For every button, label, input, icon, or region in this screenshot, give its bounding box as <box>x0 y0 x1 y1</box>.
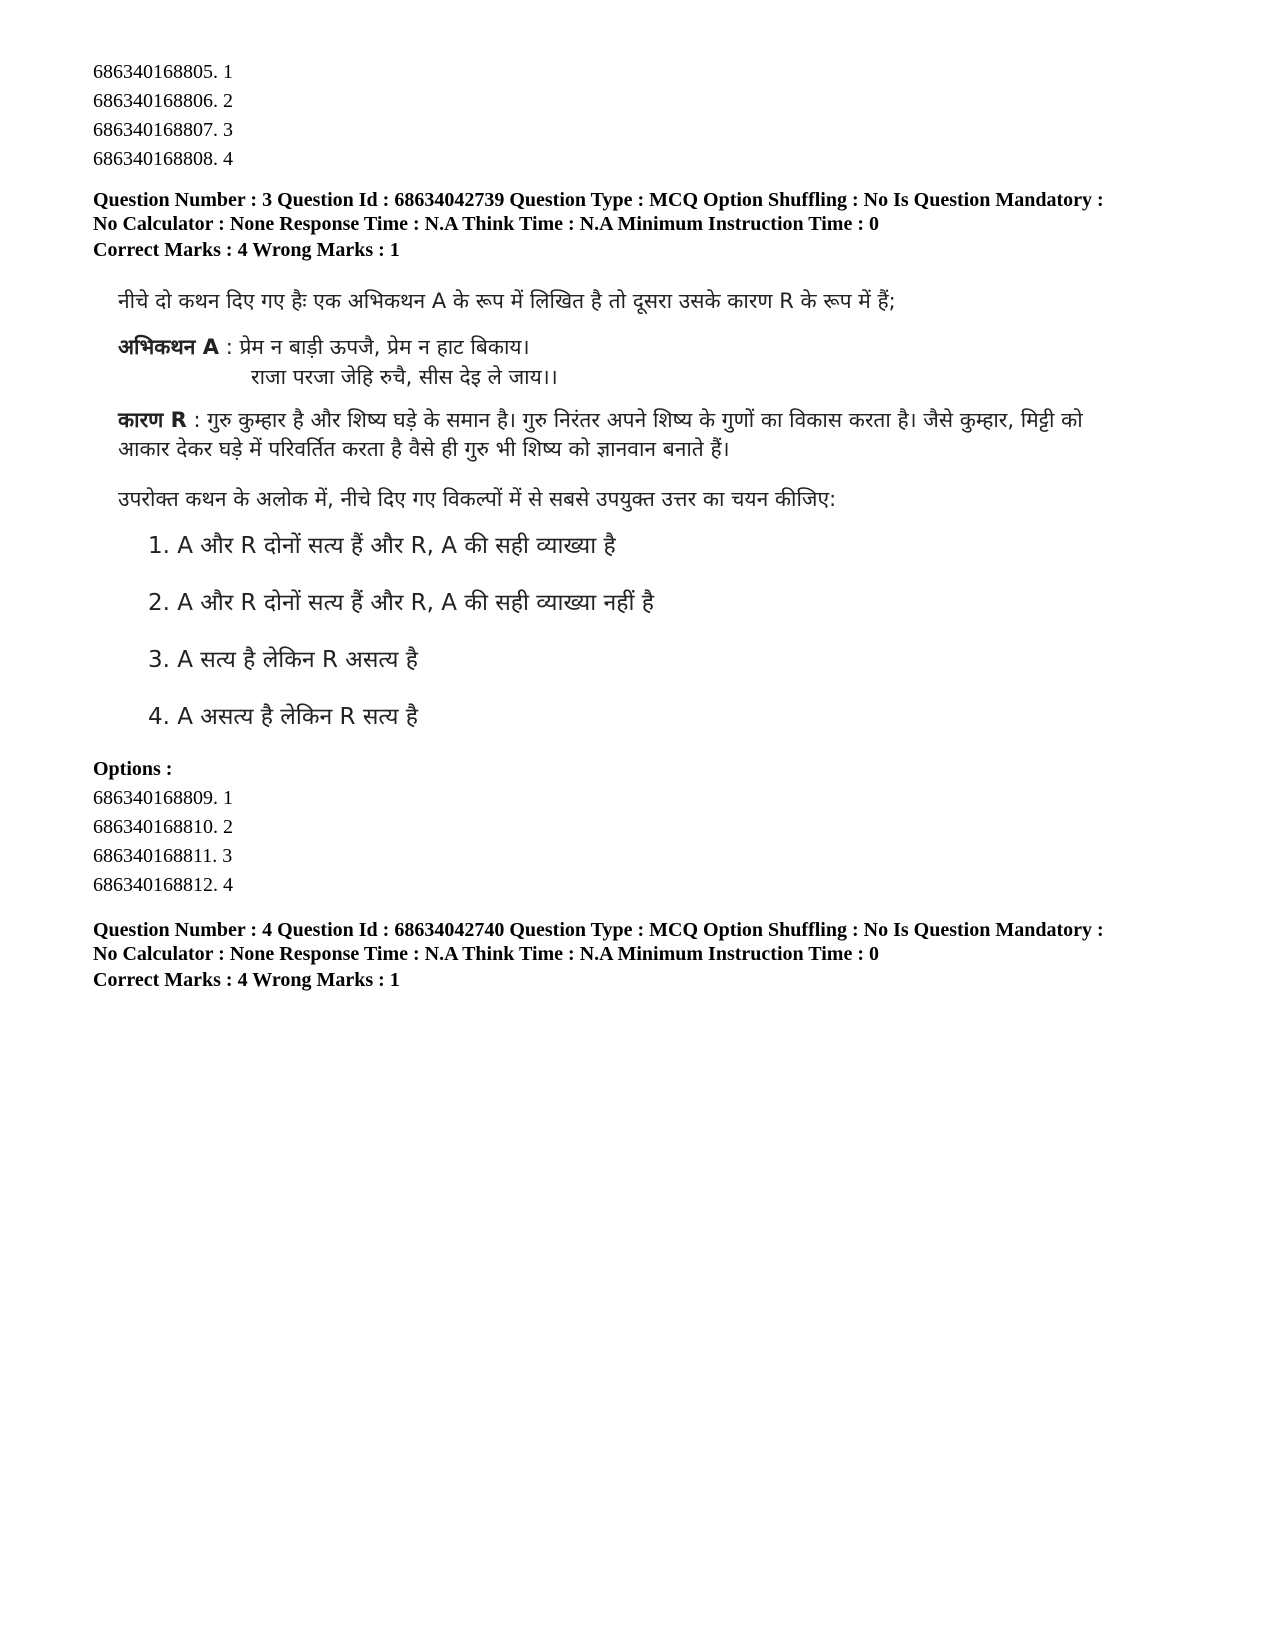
option-item: 686340168809. 1 <box>93 787 233 809</box>
question-4-header <box>93 918 1193 994</box>
choice-list <box>118 530 1138 733</box>
question-instruction: उपरोक्त कथन के अलोक में, नीचे दिए गए विकल्पों में से सबसे उपयुक्त उत्तर का चयन कीजिए: <box>118 487 837 511</box>
option-item: 686340168807. 3 <box>93 119 233 141</box>
question-marks: Correct Marks : 4 Wrong Marks : 1 <box>93 969 400 991</box>
assertion-line-1 <box>118 335 530 359</box>
question-3-image <box>118 286 1138 733</box>
reason-line-1 <box>118 406 1138 435</box>
option-item: 686340168805. 1 <box>93 61 233 83</box>
option-item: 686340168812. 4 <box>93 874 233 896</box>
document-page <box>93 58 1193 994</box>
choice-item: 1. A और R दोनों सत्य हैं और R, A की सही व्याख्या है <box>148 533 616 559</box>
question-meta-line-2: No Calculator : None Response Time : N.A Think Time : N.A Minimum Instruction Time : 0 <box>93 213 879 235</box>
question-marks: Correct Marks : 4 Wrong Marks : 1 <box>93 239 400 261</box>
reason-line-2: आकार देकर घड़े में परिवर्तित करता है वैसे ही गुरु भी शिष्य को ज्ञानवान बनाते हैं। <box>118 437 730 461</box>
assertion-block <box>118 332 1138 392</box>
question-3-options <box>93 755 1193 900</box>
option-item: 686340168808. 4 <box>93 148 233 170</box>
option-item: 686340168811. 3 <box>93 845 233 867</box>
assertion-label: अभिकथन A <box>118 335 220 359</box>
question-meta-line-1: Question Number : 3 Question Id : 68634042739 Question Type : MCQ Option Shuffling : No Is Question Mandatory : <box>93 189 1104 211</box>
assertion-text-1: : प्रेम न बाड़ी ऊपजै, प्रेम न हाट बिकाय। <box>219 335 530 359</box>
options-label: Options : <box>93 758 173 780</box>
option-item: 686340168806. 2 <box>93 90 233 112</box>
choice-item: 2. A और R दोनों सत्य हैं और R, A की सही व्याख्या नहीं है <box>148 590 654 616</box>
reason-label: कारण R <box>118 408 187 432</box>
question-meta-line-1: Question Number : 4 Question Id : 68634042740 Question Type : MCQ Option Shuffling : No Is Question Mandatory : <box>93 919 1104 941</box>
option-item: 686340168810. 2 <box>93 816 233 838</box>
question-meta-line-2: No Calculator : None Response Time : N.A Think Time : N.A Minimum Instruction Time : 0 <box>93 943 879 965</box>
reason-block <box>118 406 1138 464</box>
question-3-header <box>93 188 1193 264</box>
reason-text-1: : गुरु कुम्हार है और शिष्य घड़े के समान है। गुरु निरंतर अपने शिष्य के गुणों का विकास करता है। जैसे कुम्हार, मिट्टी को <box>186 408 1083 432</box>
choice-item: 3. A सत्य है लेकिन R असत्य है <box>148 647 418 673</box>
previous-options-list <box>93 58 1193 174</box>
choice-item: 4. A असत्य है लेकिन R सत्य है <box>148 704 418 730</box>
assertion-line-2: राजा परजा जेहि रुचै, सीस देइ ले जाय।। <box>251 365 558 389</box>
question-intro: नीचे दो कथन दिए गए हैः एक अभिकथन A के रूप में लिखित है तो दूसरा उसके कारण R के रूप में हैं; <box>118 289 896 313</box>
